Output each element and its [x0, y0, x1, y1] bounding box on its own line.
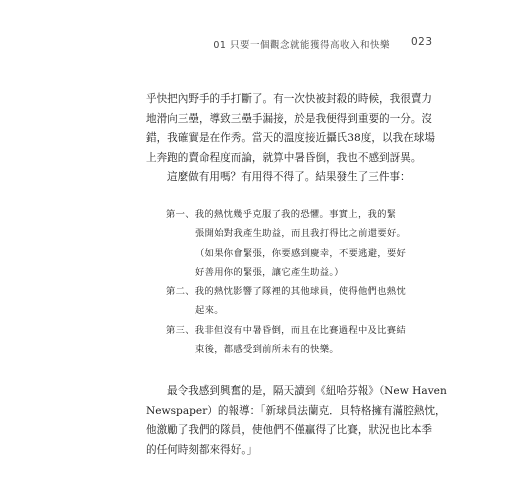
result-list	[166, 205, 416, 359]
list-item-1-note-cont: 好善用你的緊張，讓它產生助益。）	[195, 266, 344, 278]
list-item-3-cont: 束後，都感受到前所未有的快樂。	[195, 344, 339, 356]
text-line: 乎快把內野手的手打斷了。有一次快被封殺的時候，我很賣力	[146, 93, 433, 105]
list-item-1-cont: 張開始對我產生助益，而且我打得比之前還要好。	[195, 228, 407, 240]
text-line: 錯，我確實是在作秀。當天的溫度接近攝氏38度，以我在球場	[146, 132, 435, 145]
text-line: 的任何時刻都來得好。」	[146, 443, 258, 456]
running-header	[213, 36, 433, 51]
text-line: 他激勵了我們的隊員，使他們不僅贏得了比賽，狀況也比本季	[146, 424, 433, 437]
paragraph-2: 這麼做有用嗎？有用得不得了。結果發生了三件事：	[167, 171, 411, 184]
text-line: 上奔跑的賣命程度而論，就算中暑昏倒，我也不感到訝異。	[146, 151, 422, 164]
text-line: 最令我感到興奮的是，隔天讀到《紐哈芬報》（New Haven	[167, 385, 447, 397]
paragraph-3	[146, 382, 447, 460]
list-item-2: 第二、我的熱忱影響了隊裡的其他球員，使得他們也熱忱	[166, 286, 406, 298]
paragraph-1	[146, 90, 435, 188]
list-item-1-note: （如果你會緊張，你要感到慶幸，不要逃避，要好	[195, 247, 407, 259]
page-number: 023	[411, 36, 433, 48]
list-item-1: 第一、我的熱忱幾乎克服了我的恐懼。事實上，我的緊	[166, 209, 397, 220]
chapter-title: 01 只要一個觀念就能獲得高收入和快樂	[213, 40, 390, 51]
text-line: 地滑向三壘，導致三壘手漏接，於是我便得到重要的一分。沒	[146, 112, 433, 125]
text-line: Newspaper）的報導：「新球員法蘭克．貝特格擁有滿腔熱忱，	[146, 404, 446, 417]
list-item-2-cont: 起來。	[195, 305, 224, 317]
list-item-3: 第三、我非但沒有中暑昏倒，而且在比賽過程中及比賽結	[166, 324, 406, 336]
